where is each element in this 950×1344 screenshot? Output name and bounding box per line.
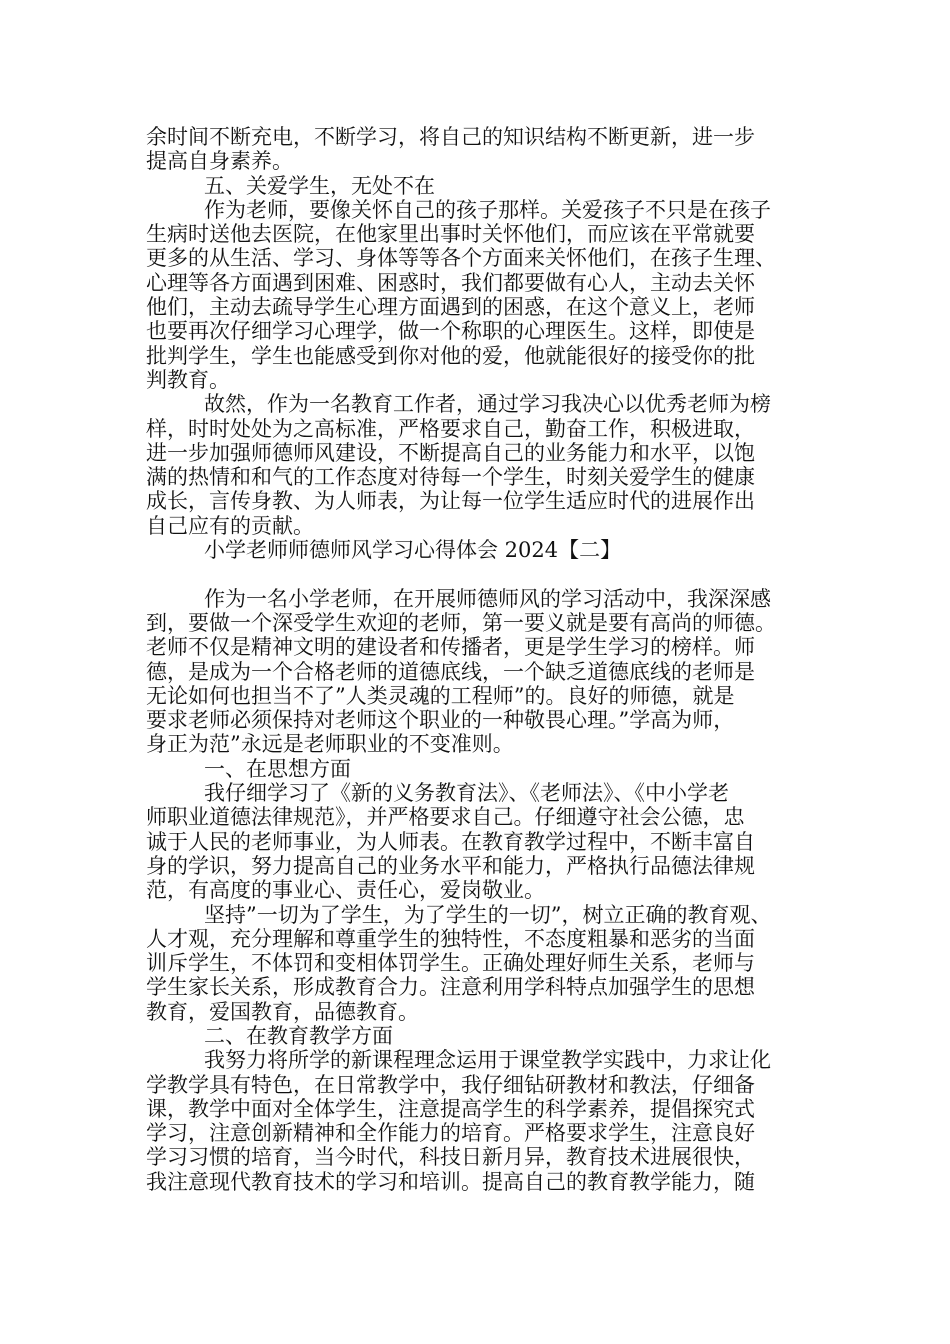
text-line: 心理等各方面遇到困难、困惑时，我们都要做有心人，主动去关怀 bbox=[146, 270, 755, 295]
text-line: 更多的从生活、学习、身体等等各个方面来关怀他们，在孩子生理、 bbox=[146, 246, 776, 271]
text-line: 德，是成为一个合格老师的道德底线，一个缺乏道德底线的老师是 bbox=[146, 659, 755, 684]
text-line: 五、关爱学生，无处不在 bbox=[204, 173, 435, 198]
text-line: 要求老师必须保持对老师这个职业的一种敬畏心理。”学高为师， bbox=[146, 708, 735, 733]
text-line: 满的热情和和气的工作态度对待每一个学生，时刻关爱学生的健康 bbox=[146, 465, 755, 490]
text-line: 人才观，充分理解和尊重学生的独特性，不态度粗暴和恶劣的当面 bbox=[146, 926, 755, 951]
text-line: 教育，爱国教育，品德教育。 bbox=[146, 999, 419, 1024]
text-line: 判教育。 bbox=[146, 367, 230, 392]
text-line: 二、在教育教学方面 bbox=[204, 1023, 393, 1048]
text-line: 坚持”一切为了学生，为了学生的一切”，树立正确的教育观、 bbox=[204, 902, 772, 927]
text-line: 我仔细学习了《新的义务教育法》、《老师法》、《中小学老 bbox=[204, 781, 729, 806]
text-line: 学习习惯的培育，当今时代，科技日新月异，教育技术进展很快， bbox=[146, 1145, 755, 1170]
text-line: 身正为范”永远是老师职业的不变准则。 bbox=[146, 732, 514, 757]
document-page bbox=[146, 125, 826, 1194]
text-line: 余时间不断充电，不断学习，将自己的知识结构不断更新，进一步 bbox=[146, 125, 755, 149]
text-line: 学生家长关系，形成教育合力。注意利用学科特点加强学生的思想 bbox=[146, 975, 755, 1000]
blank-line bbox=[146, 562, 826, 586]
text-line: 提高自身素养。 bbox=[146, 149, 293, 174]
text-line: 故然，作为一名教育工作者，通过学习我决心以优秀老师为榜 bbox=[204, 392, 771, 417]
text-line: 身的学识，努力提高自己的业务水平和能力，严格执行品德法律规 bbox=[146, 853, 755, 878]
text-line: 他们，主动去疏导学生心理方面遇到的困惑，在这个意义上，老师 bbox=[146, 295, 755, 320]
text-line: 学习，注意创新精神和全作能力的培育。严格要求学生，注意良好 bbox=[146, 1121, 755, 1146]
text-line: 我努力将所学的新课程理念运用于课堂教学实践中，力求让化 bbox=[204, 1048, 771, 1073]
text-line: 作为一名小学老师，在开展师德师风的学习活动中，我深深感 bbox=[204, 586, 771, 611]
text-line: 生病时送他去医院，在他家里出事时关怀他们，而应该在平常就要 bbox=[146, 222, 755, 247]
text-line: 到，要做一个深受学生欢迎的老师，第一要义就是要有高尚的师德。 bbox=[146, 610, 776, 635]
text-line: 课，教学中面对全体学生，注意提高学生的科学素养，提倡探究式 bbox=[146, 1096, 755, 1121]
text-line: 师职业道德法律规范》，并严格要求自己。仔细遵守社会公德，忠 bbox=[146, 805, 745, 830]
text-line: 批判学生，学生也能感受到你对他的爱，他就能很好的接受你的批 bbox=[146, 343, 755, 368]
text-line: 范，有高度的事业心、责任心，爱岗敬业。 bbox=[146, 878, 545, 903]
text-line: 老师不仅是精神文明的建设者和传播者，更是学生学习的榜样。师 bbox=[146, 635, 755, 660]
text-line: 也要再次仔细学习心理学，做一个称职的心理医生。这样，即使是 bbox=[146, 319, 755, 344]
text-line: 样，时时处处为之高标准，严格要求自己，勤奋工作，积极进取， bbox=[146, 416, 755, 441]
text-line: 我注意现代教育技术的学习和培训。提高自己的教育教学能力，随 bbox=[146, 1169, 755, 1194]
text-line: 无论如何也担当不了”人类灵魂的工程师”的。良好的师德，就是 bbox=[146, 683, 735, 708]
text-line: 诚于人民的老师事业，为人师表。在教育教学过程中，不断丰富自 bbox=[146, 829, 755, 854]
text-line: 成长，言传身教、为人师表，为让每一位学生适应时代的进展作出 bbox=[146, 489, 755, 514]
text-line: 进一步加强师德师风建设，不断提高自己的业务能力和水平，以饱 bbox=[146, 440, 755, 465]
text-line: 作为老师，要像关怀自己的孩子那样。关爱孩子不只是在孩子 bbox=[204, 197, 771, 222]
text-line: 自己应有的贡献。 bbox=[146, 513, 314, 538]
text-line: 小学老师师德师风学习心得体会 2024【二】 bbox=[204, 538, 622, 563]
text-line: 一、在思想方面 bbox=[204, 756, 351, 781]
text-line: 训斥学生，不体罚和变相体罚学生。正确处理好师生关系，老师与 bbox=[146, 951, 755, 976]
text-line: 学教学具有特色，在日常教学中，我仔细钻研教材和教法，仔细备 bbox=[146, 1072, 755, 1097]
